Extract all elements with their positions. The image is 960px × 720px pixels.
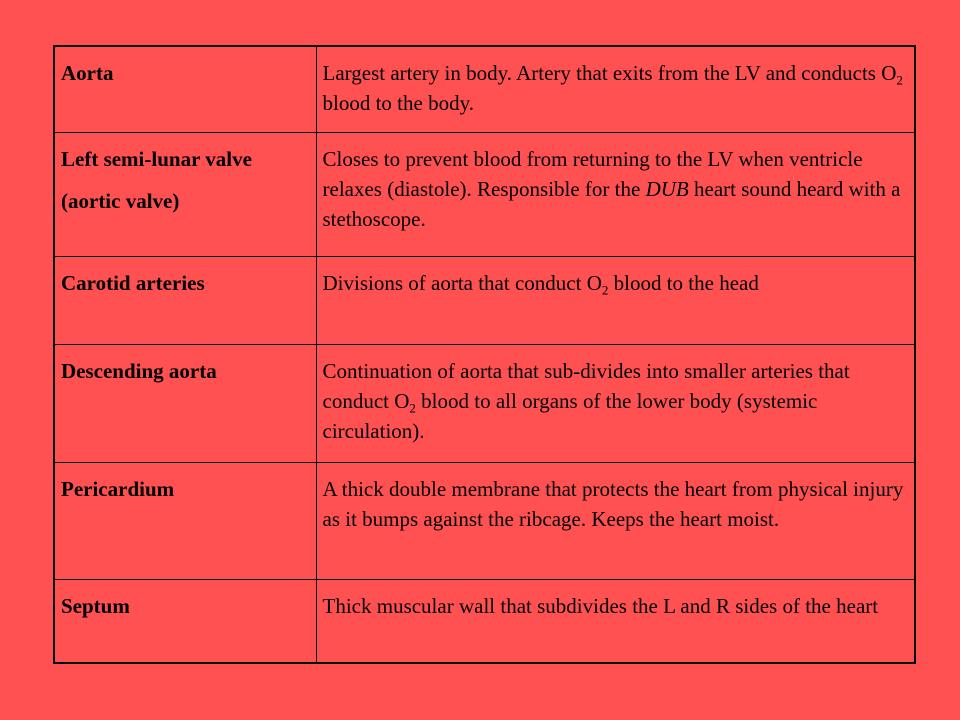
definition-text: Divisions of aorta that conduct O <box>322 270 602 295</box>
term-cell <box>54 256 316 344</box>
table-row-carotid-arteries <box>54 256 915 344</box>
term-cell <box>54 579 316 663</box>
heart-anatomy-table <box>53 45 916 664</box>
term-cell <box>54 462 316 579</box>
definition-text: Largest artery in body. Artery that exits from the LV and conducts O <box>322 61 897 85</box>
definition-text: heart sound heard with a stethoscope. <box>322 176 901 231</box>
table-row-left-semi-lunar-valve <box>54 132 915 256</box>
table-row-pericardium <box>54 462 915 579</box>
definition-cell <box>316 462 915 579</box>
definition-text: Closes to prevent blood from returning to the LV when ventricle relaxes (diastole). Responsible for the <box>322 146 863 201</box>
term-label: Aorta <box>61 61 114 85</box>
definition-cell <box>316 579 915 663</box>
emphasis-text: DUB <box>645 176 689 201</box>
definition-text: blood to the body. <box>322 91 474 115</box>
definition-text: A thick double membrane that protects the heart from physical injury as it bumps against the ribcage. Keeps the heart moist. <box>322 476 904 531</box>
definition-text: blood to all organs of the lower body (systemic circulation). <box>322 388 818 443</box>
subscript: 2 <box>601 282 609 298</box>
definition-text: blood to the head <box>608 270 759 295</box>
definition-cell <box>316 256 915 344</box>
term-label: Septum <box>61 593 130 618</box>
table-row-descending-aorta <box>54 344 915 462</box>
definition-text: Continuation of aorta that sub-divides into smaller arteries that conduct O <box>322 358 850 413</box>
table-row-septum <box>54 579 915 663</box>
term-label: Left semi-lunar valve <box>61 146 252 171</box>
subscript: 2 <box>409 400 416 416</box>
definition-cell <box>316 132 915 256</box>
definition-cell <box>316 46 915 132</box>
definition-cell <box>316 344 915 462</box>
term-label-secondary: (aortic valve) <box>61 188 180 213</box>
term-cell <box>54 46 316 132</box>
term-label: Carotid arteries <box>61 270 205 295</box>
term-label: Descending aorta <box>61 358 217 383</box>
term-cell <box>54 132 316 256</box>
term-label: Pericardium <box>61 476 175 501</box>
definition-text: Thick muscular wall that subdivides the L and R sides of the heart <box>322 593 879 618</box>
table-row-aorta <box>54 46 915 132</box>
term-cell <box>54 344 316 462</box>
subscript: 2 <box>896 72 903 88</box>
